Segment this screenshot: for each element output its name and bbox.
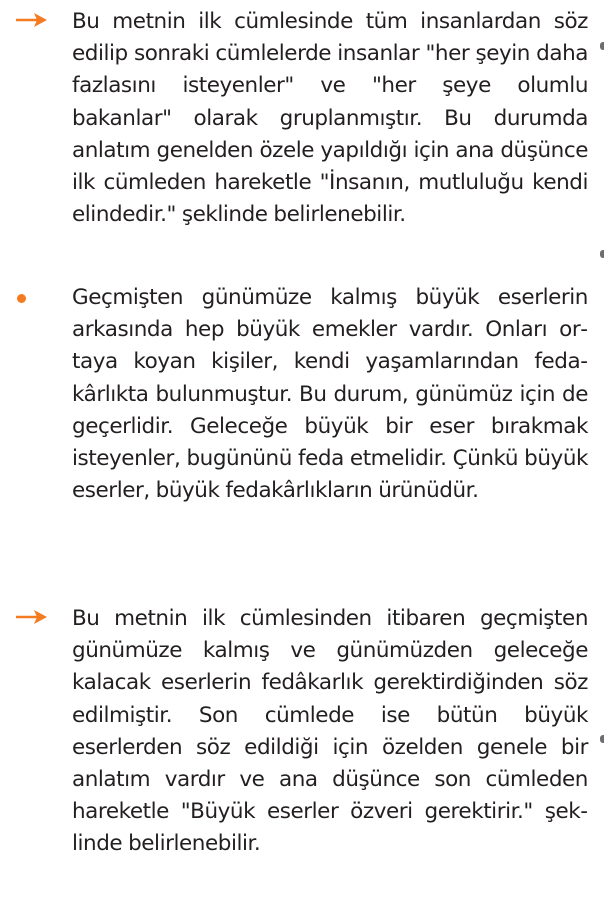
arrow-icon (14, 607, 54, 627)
paragraph-text: Bu metnin ilk cümlesinde tüm insanlardan söz edilip sonraki cümlelerde insanlar "her şeyin daha fazlasını isteyenler" ve "her şeye olumlu bakanlar" olarak gruplanmıştır. Bu durumda anlatım genelden özele yapıldığı için ana düşünce ilk cümleden hareketle "İnsanın, mutluluğu kendi elindedir." şeklinde belirlenebilir. (72, 9, 588, 228)
paragraph-3 (0, 603, 604, 903)
paragraph-text: Geçmişten günümüze kalmış büyük eserlerin arkasında hep büyük emekler vardır. Onları ortaya koyan kişiler, kendi yaşamlarından fedakârlıkta bulunmuştur. Bu durum, günümüz için de geçerlidir. Geleceğe büyük bir eser bırakmak isteyenler, bugününü feda etmelidir. Çünkü büyük eserler, büyük fedakârlıkların ürünüdür. (72, 285, 588, 504)
paragraph-1 (0, 6, 604, 266)
arrow-icon (14, 10, 54, 30)
page-edge-mark (600, 735, 604, 743)
paragraph-2 (0, 282, 604, 582)
page-edge-mark (600, 250, 604, 258)
page-edge-mark (600, 42, 604, 50)
bullet-dot-icon (17, 294, 26, 303)
paragraph-text: Bu metnin ilk cümlesinden itibaren geçmişten günümüze kalmış ve günümüzden geleceğe kalacak eserlerin fedâkarlık gerektirdiğinden söz edilmiştir. Son cümlede ise bütün büyük eserlerden söz edildiği için özelden genele bir anlatım vardır ve ana düşünce son cümleden hareketle "Büyük eserler özveri gerektirir." şeklinde belirlenebilir. (72, 606, 588, 857)
